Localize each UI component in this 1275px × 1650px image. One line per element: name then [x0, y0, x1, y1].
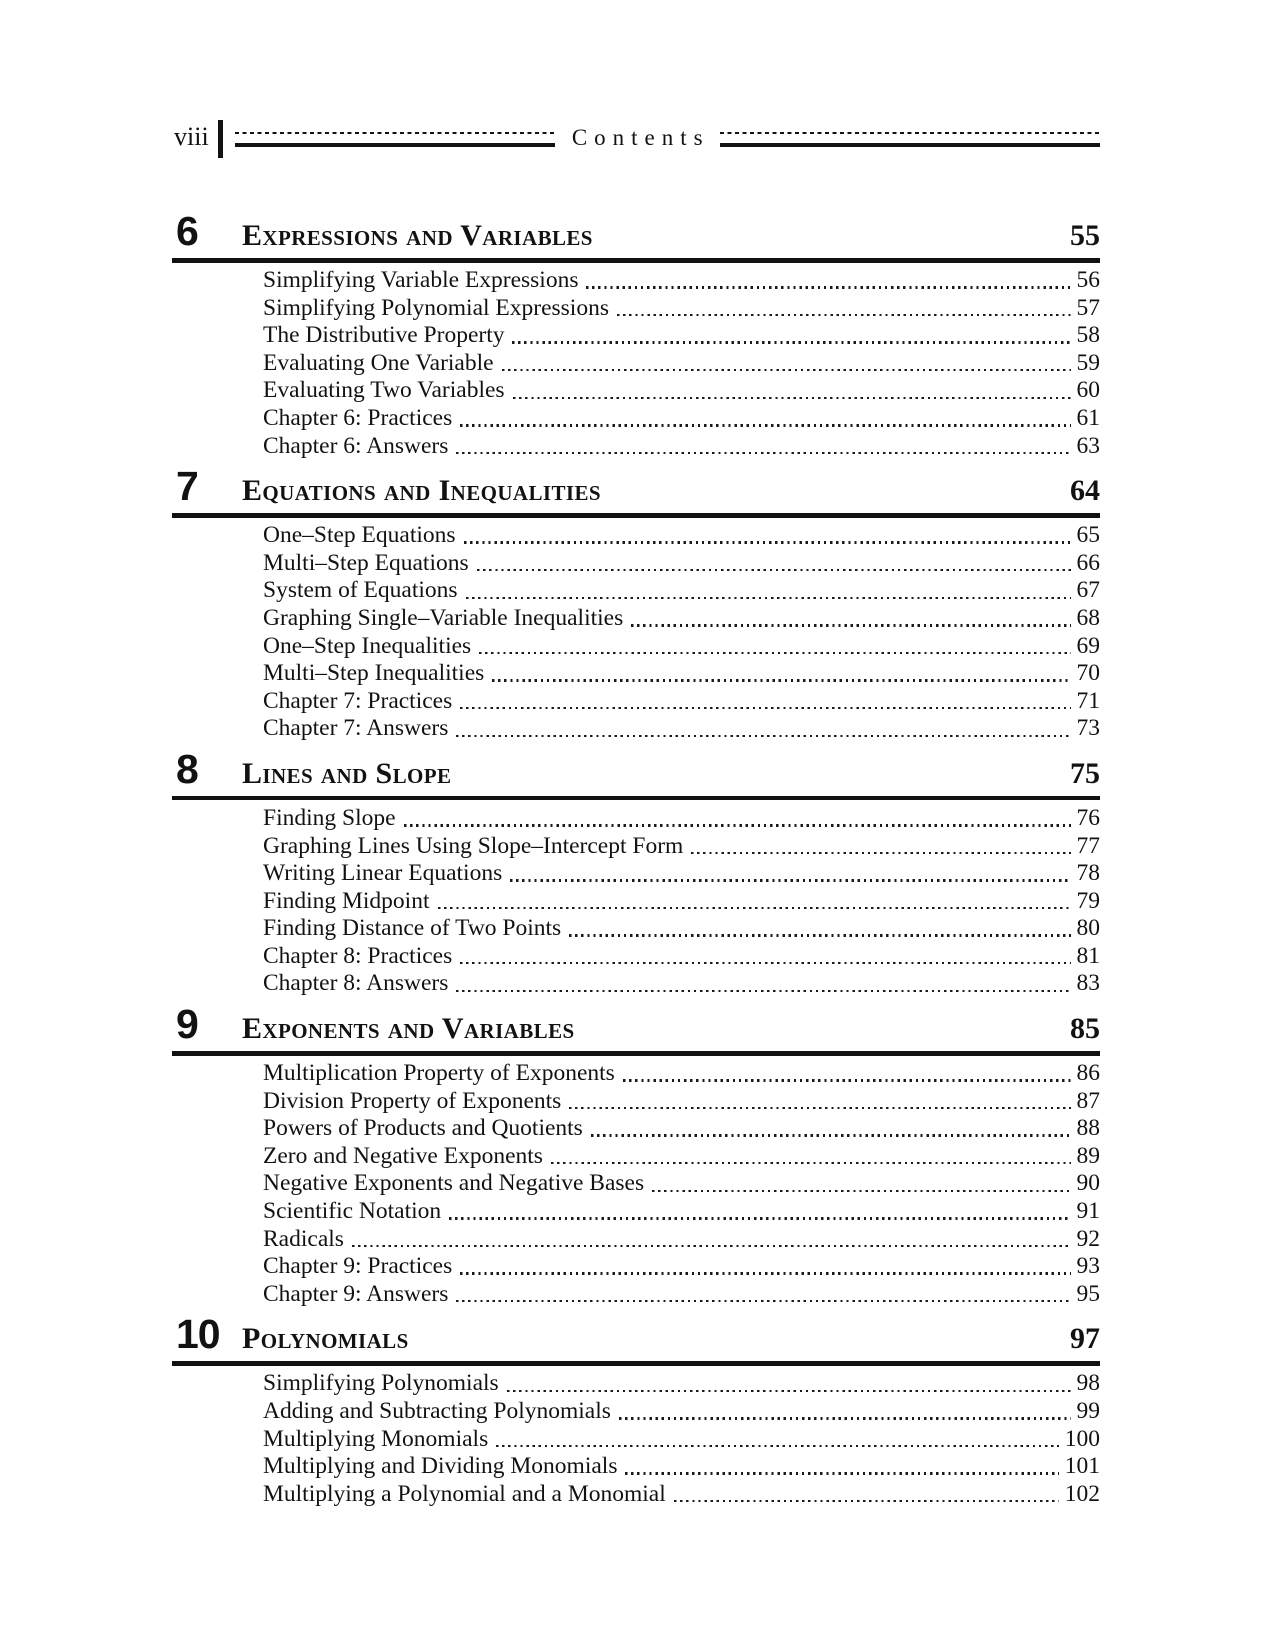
- dot-leader: [496, 1445, 1059, 1447]
- chapter-page-number: 64: [1070, 474, 1100, 508]
- toc-entry-label: Finding Slope: [263, 804, 396, 831]
- toc-entry: [172, 295, 1100, 323]
- chapter-heading: [172, 1312, 1100, 1361]
- chapter-title: Polynomials: [242, 1322, 409, 1356]
- chapter-sections: [172, 805, 1100, 998]
- toc-entry-page: 87: [1076, 1087, 1100, 1114]
- header-rule-right: [720, 132, 1100, 147]
- toc-entry: [172, 433, 1100, 461]
- dot-leader: [569, 1107, 1070, 1109]
- toc-entry: [172, 860, 1100, 888]
- header-title: Contents: [571, 125, 710, 150]
- toc-entry: [172, 1253, 1100, 1281]
- chapter-heading: [172, 1002, 1100, 1051]
- chapter-title: Equations and Inequalities: [242, 474, 601, 508]
- toc-entry-label: Simplifying Variable Expressions: [263, 267, 579, 293]
- folio-page-number: viii: [174, 122, 209, 151]
- chapter-heading: [172, 209, 1100, 258]
- dot-leader: [674, 1500, 1059, 1502]
- toc-entry: [172, 577, 1100, 605]
- toc-entry-label: Multiplying and Dividing Monomials: [263, 1453, 618, 1480]
- dot-leader: [466, 597, 1071, 599]
- toc-entry: [172, 1426, 1100, 1454]
- toc-entry-page: 63: [1076, 432, 1100, 459]
- chapter-number: 10: [176, 1311, 220, 1358]
- dot-leader: [456, 1300, 1070, 1302]
- dot-leader: [477, 569, 1071, 571]
- dot-leader: [551, 1162, 1071, 1164]
- dot-leader: [617, 314, 1071, 316]
- dot-leader: [502, 369, 1071, 371]
- toc-entry-label: Simplifying Polynomial Expressions: [263, 294, 609, 321]
- toc-entry-label: Adding and Subtracting Polynomials: [263, 1398, 611, 1424]
- dot-leader: [631, 624, 1070, 626]
- toc-entry-page: 69: [1076, 632, 1100, 659]
- toc-entry: [172, 715, 1100, 743]
- toc-entry-label: Scientific Notation: [263, 1198, 442, 1225]
- chapter-block: [172, 464, 1100, 743]
- chapter-heading-rule: [172, 513, 1100, 518]
- toc-entry: [172, 660, 1100, 688]
- toc-entry-page: 73: [1076, 715, 1100, 742]
- dot-leader: [507, 1390, 1071, 1392]
- dot-leader: [456, 452, 1070, 454]
- toc-entry-page: 66: [1076, 549, 1100, 576]
- toc-entry-page: 99: [1076, 1398, 1100, 1424]
- toc-entry-label: Chapter 8: Answers: [263, 970, 449, 997]
- toc-entry-page: 67: [1076, 577, 1100, 604]
- toc-entry-label: Evaluating One Variable: [263, 349, 494, 376]
- dot-leader: [619, 1417, 1071, 1419]
- toc-entry-label: Multi–Step Inequalities: [263, 660, 485, 687]
- toc-entry-page: 100: [1064, 1425, 1100, 1452]
- chapter-block: [172, 1312, 1100, 1508]
- toc-entry: [172, 1143, 1100, 1171]
- toc-entry-label: Graphing Single–Variable Inequalities: [263, 604, 624, 631]
- toc-entry-label: Chapter 9: Answers: [263, 1280, 449, 1307]
- chapter-number: 8: [176, 745, 198, 792]
- toc-entry-page: 93: [1076, 1253, 1100, 1280]
- toc-entry-page: 58: [1076, 322, 1100, 349]
- toc-entry-label: Chapter 7: Answers: [263, 715, 449, 742]
- toc-entry-page: 102: [1064, 1480, 1100, 1507]
- toc-entry-label: Powers of Products and Quotients: [263, 1115, 583, 1142]
- chapter-heading-rule: [172, 796, 1100, 801]
- dot-leader: [460, 1272, 1070, 1274]
- toc-entry-label: Radicals: [263, 1225, 344, 1252]
- dot-leader: [512, 341, 1070, 343]
- toc-entry-page: 70: [1076, 660, 1100, 687]
- dot-leader: [352, 1245, 1071, 1247]
- toc-entry-page: 56: [1076, 267, 1100, 293]
- toc-entry: [172, 377, 1100, 405]
- dot-leader: [460, 962, 1070, 964]
- toc-entry: [172, 805, 1100, 833]
- toc-entry-label: Simplifying Polynomials: [263, 1370, 499, 1397]
- toc-entry: [172, 267, 1100, 295]
- toc-entry-label: Multi–Step Equations: [263, 549, 469, 576]
- chapter-block: [172, 747, 1100, 998]
- toc-entry-page: 78: [1076, 860, 1100, 887]
- toc-entry: [172, 350, 1100, 378]
- toc-entry-label: Chapter 7: Practices: [263, 687, 453, 714]
- page-header: [172, 118, 1100, 160]
- chapter-block: [172, 1002, 1100, 1308]
- toc-entry-label: Chapter 6: Answers: [263, 432, 449, 459]
- toc-entry: [172, 605, 1100, 633]
- toc-entry: [172, 1198, 1100, 1226]
- toc-entry: [172, 633, 1100, 661]
- toc-entry: [172, 550, 1100, 578]
- toc-entry-page: 83: [1076, 970, 1100, 997]
- toc-entry-label: Finding Distance of Two Points: [263, 915, 562, 942]
- chapter-title: Lines and Slope: [242, 756, 452, 790]
- toc-entry: [172, 1115, 1100, 1143]
- toc-entry-page: 79: [1076, 887, 1100, 914]
- toc-entry-page: 71: [1076, 687, 1100, 714]
- toc-entry: [172, 1453, 1100, 1481]
- toc-entry-page: 60: [1076, 377, 1100, 404]
- chapter-page-number: 97: [1070, 1322, 1100, 1356]
- dot-leader: [449, 1217, 1070, 1219]
- toc-entry-page: 86: [1076, 1060, 1100, 1087]
- chapter-title: Expressions and Variables: [242, 219, 593, 252]
- header-divider-bar: [218, 120, 223, 158]
- chapter-number: 7: [176, 463, 198, 510]
- toc-entry-label: Chapter 6: Practices: [263, 404, 453, 431]
- dot-leader: [464, 541, 1071, 543]
- toc-entry-label: Zero and Negative Exponents: [263, 1142, 543, 1169]
- dot-leader: [460, 424, 1070, 426]
- toc-entry-label: Negative Exponents and Negative Bases: [263, 1170, 645, 1197]
- toc-entry-label: Finding Midpoint: [263, 887, 430, 914]
- toc-entry: [172, 943, 1100, 971]
- toc-entry: [172, 522, 1100, 550]
- toc-entry: [172, 1226, 1100, 1254]
- dot-leader: [591, 1134, 1071, 1136]
- chapter-sections: [172, 522, 1100, 743]
- toc-entry-label: Chapter 9: Practices: [263, 1253, 453, 1280]
- toc-entry-page: 57: [1076, 294, 1100, 321]
- dot-leader: [456, 735, 1070, 737]
- chapter-number: 6: [176, 208, 198, 254]
- dot-leader: [438, 907, 1071, 909]
- toc-entry-label: Chapter 8: Practices: [263, 942, 453, 969]
- toc-entry-label: The Distributive Property: [263, 322, 505, 349]
- toc-entry: [172, 1170, 1100, 1198]
- chapter-sections: [172, 1370, 1100, 1508]
- toc-entry-page: 98: [1076, 1370, 1100, 1397]
- chapter-page-number: 75: [1070, 756, 1100, 790]
- toc-entry: [172, 888, 1100, 916]
- toc-entry-page: 68: [1076, 604, 1100, 631]
- toc-entry-label: One–Step Inequalities: [263, 632, 472, 659]
- toc-entry-label: Multiplying Monomials: [263, 1425, 489, 1452]
- toc-entry-page: 89: [1076, 1142, 1100, 1169]
- toc-entry-page: 91: [1076, 1198, 1100, 1225]
- dot-leader: [513, 397, 1071, 399]
- toc-entry-label: Graphing Lines Using Slope–Intercept Form: [263, 832, 684, 859]
- chapter-block: [172, 209, 1100, 460]
- toc-entry-label: System of Equations: [263, 577, 458, 604]
- toc-entry-page: 81: [1076, 942, 1100, 969]
- toc-entry: [172, 1370, 1100, 1398]
- toc-entry-page: 90: [1076, 1170, 1100, 1197]
- chapter-title: Exponents and Variables: [242, 1012, 575, 1046]
- dot-leader: [652, 1190, 1070, 1192]
- chapter-sections: [172, 267, 1100, 460]
- toc-entry-page: 77: [1076, 832, 1100, 859]
- dot-leader: [479, 652, 1070, 654]
- chapter-heading-rule: [172, 258, 1100, 263]
- toc-entry-label: Evaluating Two Variables: [263, 377, 505, 404]
- dot-leader: [456, 990, 1070, 992]
- toc-entry-page: 95: [1076, 1280, 1100, 1307]
- toc-entry-label: Multiplication Property of Exponents: [263, 1060, 615, 1087]
- toc-entry: [172, 915, 1100, 943]
- dot-leader: [586, 286, 1070, 288]
- chapter-page-number: 85: [1070, 1012, 1100, 1046]
- dot-leader: [510, 879, 1070, 881]
- toc-entry-label: Writing Linear Equations: [263, 860, 503, 887]
- table-of-contents: [172, 209, 1100, 1508]
- dot-leader: [569, 934, 1070, 936]
- toc-entry-page: 59: [1076, 349, 1100, 376]
- toc-entry-page: 65: [1076, 522, 1100, 549]
- chapter-heading-rule: [172, 1361, 1100, 1366]
- toc-entry-page: 76: [1076, 804, 1100, 831]
- toc-entry: [172, 688, 1100, 716]
- chapter-page-number: 55: [1070, 219, 1100, 252]
- dot-leader: [460, 707, 1070, 709]
- toc-entry: [172, 1398, 1100, 1426]
- toc-entry: [172, 1088, 1100, 1116]
- header-rule-left: [235, 132, 555, 147]
- toc-entry-page: 101: [1064, 1453, 1100, 1480]
- chapter-sections: [172, 1060, 1100, 1308]
- chapter-number: 9: [176, 1001, 198, 1048]
- toc-entry-label: Multiplying a Polynomial and a Monomial: [263, 1480, 666, 1507]
- dot-leader: [492, 679, 1070, 681]
- toc-entry-page: 80: [1076, 915, 1100, 942]
- toc-entry: [172, 1060, 1100, 1088]
- toc-entry: [172, 405, 1100, 433]
- toc-entry: [172, 970, 1100, 998]
- toc-entry: [172, 1481, 1100, 1509]
- dot-leader: [623, 1079, 1071, 1081]
- chapter-heading: [172, 747, 1100, 796]
- toc-entry: [172, 322, 1100, 350]
- dot-leader: [691, 852, 1070, 854]
- toc-entry-page: 92: [1076, 1225, 1100, 1252]
- toc-entry: [172, 1281, 1100, 1309]
- toc-entry-page: 61: [1076, 404, 1100, 431]
- toc-entry-label: Division Property of Exponents: [263, 1087, 562, 1114]
- toc-entry-page: 88: [1076, 1115, 1100, 1142]
- chapter-heading-rule: [172, 1051, 1100, 1056]
- dot-leader: [625, 1472, 1058, 1474]
- toc-entry: [172, 833, 1100, 861]
- dot-leader: [404, 824, 1071, 826]
- chapter-heading: [172, 464, 1100, 513]
- toc-entry-label: One–Step Equations: [263, 522, 456, 549]
